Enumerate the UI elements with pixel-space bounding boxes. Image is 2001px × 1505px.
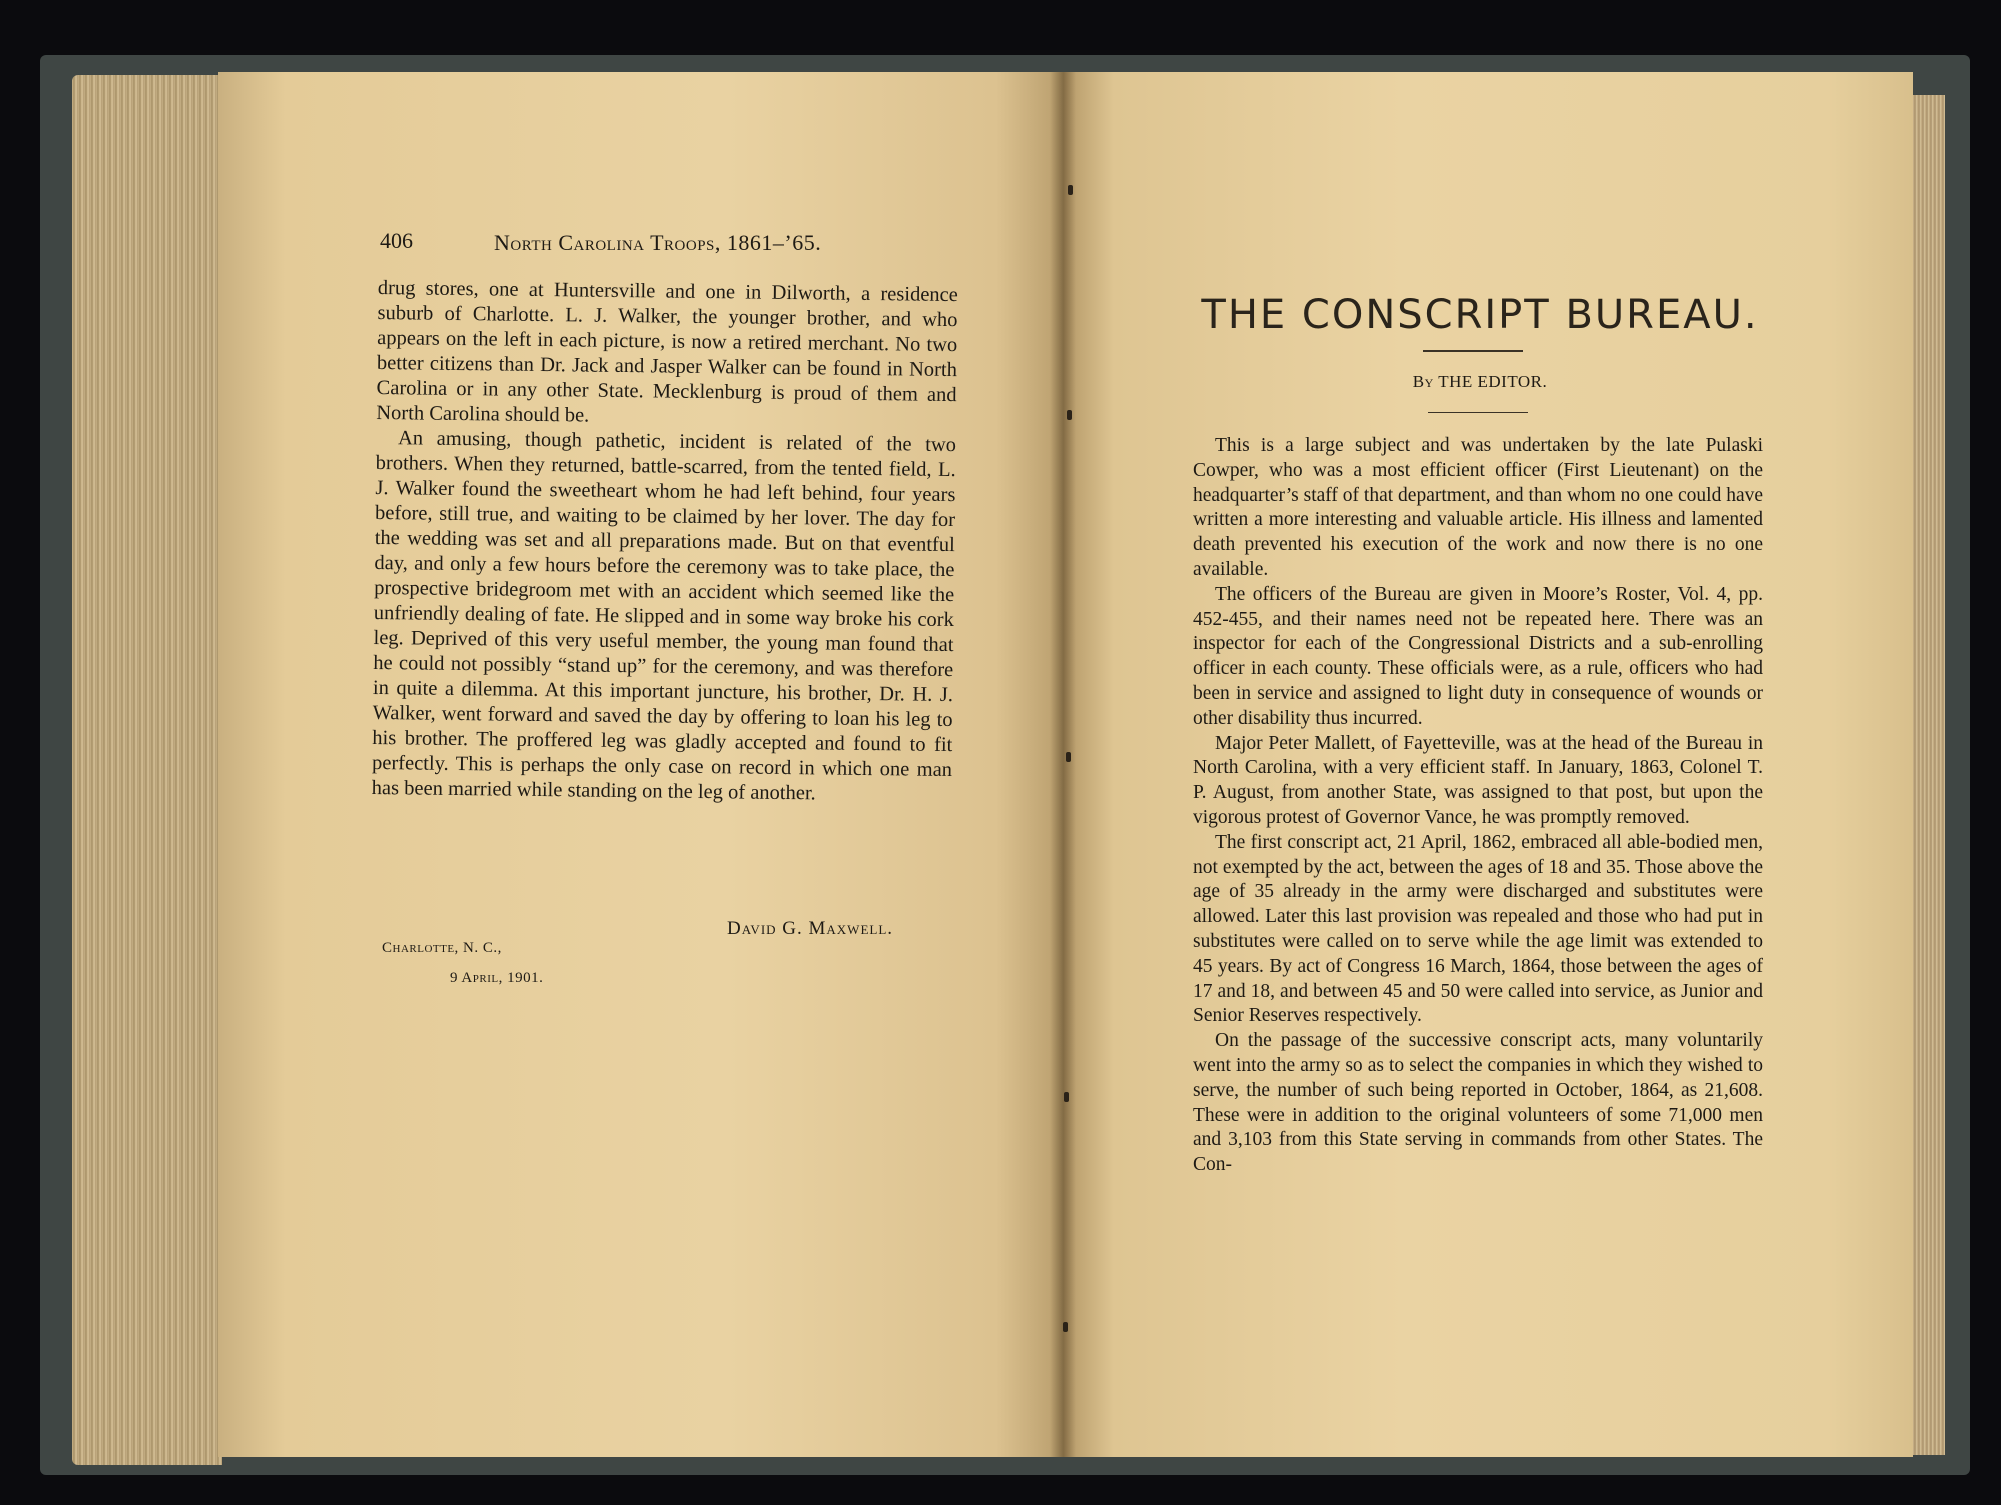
paragraph: The first conscript act, 21 April, 1862, embraced all able-bodied men, not exempted by the act, between the ages of 18 and 35. Those above the age of 35 already in the army were discharged and substitutes were allowed. Later this last provision was repealed and those who had put in substitutes were called on to serve while the age limit was extended to 45 years. By act of Congress 16 March, 1864, those between the ages of 17 and 18, and between 45 and 50 were called into service, as Junior and Senior Reserves respectively. xyxy=(1193,831,1763,1027)
chapter-title: THE CONSCRIPT BUREAU. xyxy=(1201,292,1759,338)
author-signature: David G. Maxwell. xyxy=(727,918,894,939)
byline xyxy=(1190,372,1770,392)
binding-mark xyxy=(1066,752,1071,762)
page-number: 406 xyxy=(380,228,413,253)
book-gutter xyxy=(1050,72,1076,1457)
paragraph: The officers of the Bureau are given in Moore’s Roster, Vol. 4, pp. 452-455, and their names need not be repeated here. There was an inspector for each of the Congressional Districts and a sub-enrolling officer in each county. These officials were, as a rule, officers who had been in service and assigned to light duty in consequence of wounds or other disability thus incurred. xyxy=(1193,583,1763,729)
left-text-column xyxy=(372,276,958,808)
right-text-column xyxy=(1193,434,1763,1178)
byline-name: THE EDITOR. xyxy=(1438,372,1548,391)
running-title: North Carolina Troops, 1861–’65. xyxy=(494,230,822,255)
binding-mark xyxy=(1067,410,1072,420)
paragraph: Major Peter Mallett, of Fayetteville, was at the head of the Bureau in North Carolina, with a very efficient staff. In January, 1863, Colonel T. P. August, from another State, was assigned to that post, but upon the vigorous protest of Governor Vance, he was promptly removed. xyxy=(1193,732,1763,828)
title-rule xyxy=(1423,350,1523,352)
byline-rule xyxy=(1428,412,1528,413)
page-edges-left xyxy=(72,75,222,1465)
binding-mark xyxy=(1064,1092,1069,1102)
paragraph: On the passage of the successive conscript acts, many voluntarily went into the army so as to select the companies in which they wished to serve, the number of such being reported in October, 1864, as 21,608. These were in addition to the original volunteers of some 71,000 men and 3,103 from this State serving in commands from other States. The Con- xyxy=(1193,1030,1763,1176)
byline-prefix: By xyxy=(1412,372,1434,391)
binding-mark xyxy=(1063,1322,1068,1332)
dateline-date: 9 April, 1901. xyxy=(450,970,544,986)
paragraph: This is a large subject and was undertaken by the late Pulaski Cowper, who was a most efficient officer (First Lieutenant) on the headquarter’s staff of that department, and than whom no one could have written a more interesting and valuable article. His illness and lamented death prevented his execution of the work and now there is no one available. xyxy=(1193,435,1764,580)
binding-mark xyxy=(1068,185,1073,195)
paragraph: An amusing, though pathetic, incident is related of the two brothers. When they returned, battle-scarred, from the tented field, L. J. Walker found the sweetheart whom he had left behind, four years before, still true, and waiting to be claimed by her lover. The day for the wedding was set and all preparations made. But on that eventful day, and only a few hours before the ceremony was to take place, the prospective bridegroom met with an accident which seemed like the unfriendly dealing of fate. He slipped and in some way broke his cork leg. Deprived of this very useful member, the young man found that he could not possibly “stand up” for the ceremony, and was therefore in quite a dilemma. At this important juncture, his brother, Dr. H. J. Walker, went forward and saved the day by offering to loan his leg to his brother. The proffered leg was gladly accepted and found to fit perfectly. This is perhaps the only case on record in which one man has been married while standing on the leg of another. xyxy=(371,427,957,805)
dateline-place: Charlotte, N. C., xyxy=(382,940,502,956)
paragraph: drug stores, one at Huntersville and one in Dilworth, a residence suburb of Charlotte. L. J. Walker, the younger brother, and who appears on the left in each picture, is now a retired merchant. No two better citizens than Dr. Jack and Jasper Walker can be found in North Carolina or in any other State. Mecklenburg is proud of them and North Carolina should be. xyxy=(376,276,958,427)
